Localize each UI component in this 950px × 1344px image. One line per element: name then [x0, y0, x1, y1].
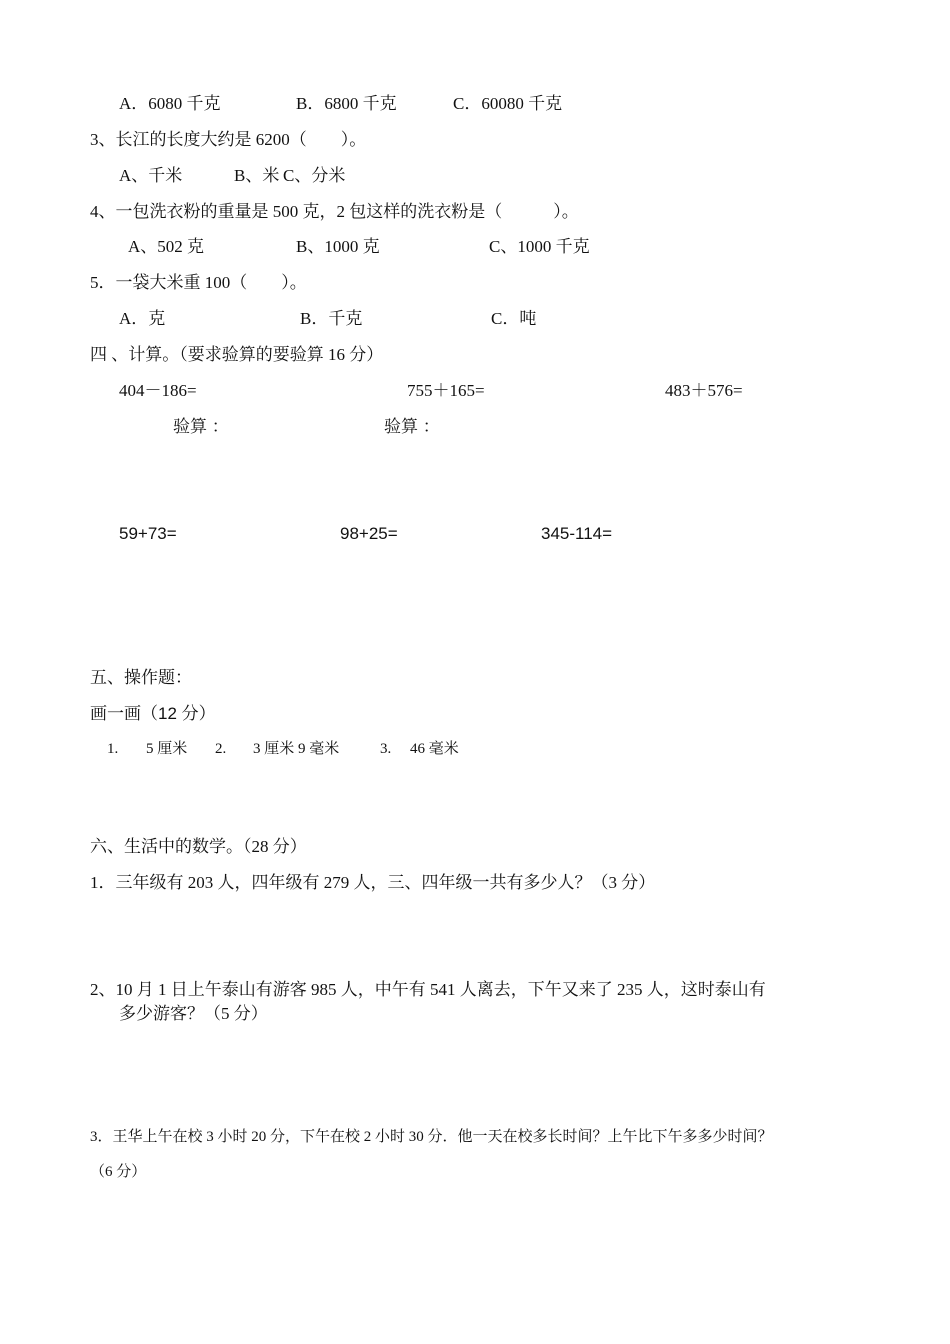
- calc-problem: 59+73=: [119, 524, 177, 543]
- section-6-title: 六、生活中的数学。（28 分）: [90, 837, 307, 856]
- calc-problem: 483＋576=: [665, 381, 743, 400]
- calc-problem: 755＋165=: [407, 381, 485, 400]
- word-problem-2: 2、10 月 1 日上午泰山有游客 985 人，中午有 541 人离去，下午又来了 235 人，这时泰山有: [90, 980, 766, 999]
- item-length: 5 厘米: [146, 741, 188, 757]
- option-b: B．千克: [300, 309, 363, 328]
- option-a: A、千米: [119, 166, 183, 185]
- word-problem-3: 3．王华上午在校 3 小时 20 分，下午在校 2 小时 30 分．他一天在校多长时间？上午比下午多多少时间？: [90, 1129, 773, 1145]
- calc-problem: 345-114=: [541, 524, 613, 543]
- option-c: C．60080 千克: [453, 94, 563, 113]
- check-label: 验算 ：: [384, 417, 440, 436]
- option-c: C、分米: [283, 166, 346, 185]
- item-number: 3.: [380, 741, 392, 757]
- option-a: A、502 克: [128, 237, 205, 256]
- option-b: B、1000 克: [296, 237, 380, 256]
- option-b: B．6800 千克: [296, 94, 397, 113]
- calc-problem: 98+25=: [340, 524, 398, 543]
- question-5: 5．一袋大米重 100（ ）。: [90, 273, 307, 292]
- option-a: A．6080 千克: [119, 94, 221, 113]
- item-length: 3 厘米 9 毫米: [253, 741, 340, 757]
- question-3: 3、长江的长度大约是 6200（ ）。: [90, 130, 367, 149]
- word-problem-3-cont: （6 分）: [90, 1164, 147, 1180]
- calc-problem: 404－186=: [119, 381, 197, 400]
- item-number: 1.: [107, 741, 119, 757]
- option-c: C．吨: [491, 309, 537, 328]
- section-4-title: 四 、计算。（要求验算的要验算 16 分）: [90, 345, 384, 364]
- section-5-title: 五、操作题：: [90, 668, 192, 687]
- item-length: 46 毫米: [410, 741, 459, 757]
- section-5-subtitle: 画一画（12 分）: [90, 704, 216, 723]
- option-a: A．克: [119, 309, 166, 328]
- item-number: 2.: [215, 741, 227, 757]
- word-problem-2-cont: 多少游客？（5 分）: [119, 1004, 268, 1023]
- word-problem-1: 1．三年级有 203 人，四年级有 279 人，三、四年级一共有多少人？（3 分）: [90, 873, 656, 892]
- option-b: B、米: [234, 166, 280, 185]
- check-label: 验算 ：: [173, 417, 229, 436]
- option-c: C、1000 千克: [489, 237, 590, 256]
- question-4: 4、一包洗衣粉的重量是 500 克，2 包这样的洗衣粉是（ ）。: [90, 202, 579, 221]
